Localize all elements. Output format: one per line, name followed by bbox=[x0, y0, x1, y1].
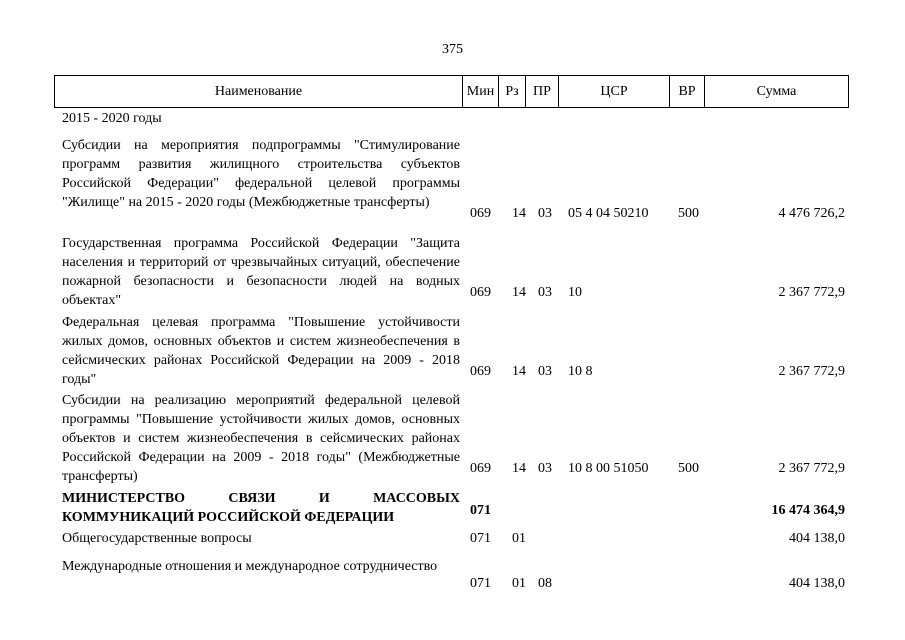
row-name: МИНИСТЕРСТВО СВЯЗИ И МАССОВЫХ КОММУНИКАЦИЙ РОССИЙСКОЙ ФЕДЕРАЦИИ bbox=[62, 491, 460, 525]
row-name: Государственная программа Российской Федерации "Защита населения и территорий от чрезвычайных ситуаций, обеспечение пожарной безопасности и безопасности людей на водных объектах" bbox=[62, 236, 460, 308]
row-min: 069 bbox=[470, 206, 491, 221]
row-sum: 404 138,0 bbox=[789, 576, 845, 591]
row-sum: 4 476 726,2 bbox=[778, 206, 845, 221]
row-min: 071 bbox=[470, 576, 491, 591]
row-rz: 14 bbox=[512, 461, 526, 476]
page-number: 375 bbox=[442, 42, 463, 57]
row-pr: 03 bbox=[538, 285, 552, 300]
row-rz: 14 bbox=[512, 206, 526, 221]
row-name: Субсидии на мероприятия подпрограммы "Стимулирование программ развития жилищного строительства субъектов Российской Федерации" федеральной целевой программы "Жилище" на 2015 - 2020 годы (Межбюджетные трансферты) bbox=[62, 138, 460, 210]
row-sum: 2 367 772,9 bbox=[778, 364, 845, 379]
row-pr: 03 bbox=[538, 206, 552, 221]
header-sum: Сумма bbox=[756, 84, 797, 99]
row-vr: 500 bbox=[678, 206, 699, 221]
row-min: 069 bbox=[470, 285, 491, 300]
row-pr: 03 bbox=[538, 364, 552, 379]
row-min: 069 bbox=[470, 364, 491, 379]
row-name: Субсидии на реализацию мероприятий федеральной целевой программы "Повышение устойчивости жилых домов, основных объектов и систем жизнеобеспечения в сейсмических районах Российской Федерации на 2009 - 2018 годы" (Межбюджетные трансферты) bbox=[62, 393, 460, 484]
row-rz: 01 bbox=[512, 576, 526, 591]
row-min: 071 bbox=[470, 531, 491, 546]
row-name: Федеральная целевая программа "Повышение устойчивости жилых домов, основных объектов и систем жизнеобеспечения в сейсмических районах Российской Федерации на 2009 - 2018 годы" bbox=[62, 315, 460, 387]
continuation-line: 2015 - 2020 годы bbox=[62, 111, 162, 126]
table-header bbox=[54, 75, 849, 108]
row-pr: 08 bbox=[538, 576, 552, 591]
row-name: Международные отношения и международное сотрудничество bbox=[62, 559, 438, 574]
row-rz: 01 bbox=[512, 531, 526, 546]
row-csr: 10 8 bbox=[568, 364, 593, 379]
row-csr: 05 4 04 50210 bbox=[568, 206, 649, 221]
row-sum: 2 367 772,9 bbox=[778, 285, 845, 300]
row-name: Общегосударственные вопросы bbox=[62, 531, 252, 546]
row-csr: 10 8 00 51050 bbox=[568, 461, 649, 476]
row-sum: 404 138,0 bbox=[789, 531, 845, 546]
header-csr: ЦСР bbox=[559, 76, 670, 107]
row-rz: 14 bbox=[512, 285, 526, 300]
header-vr: ВР bbox=[670, 76, 705, 107]
row-sum: 16 474 364,9 bbox=[771, 503, 845, 518]
row-csr: 10 bbox=[568, 285, 582, 300]
row-min: 069 bbox=[470, 461, 491, 476]
header-name: Наименование bbox=[55, 76, 463, 107]
row-vr: 500 bbox=[678, 461, 699, 476]
row-rz: 14 bbox=[512, 364, 526, 379]
header-rz: Рз bbox=[499, 76, 526, 107]
row-pr: 03 bbox=[538, 461, 552, 476]
row-sum: 2 367 772,9 bbox=[778, 461, 845, 476]
header-min: Мин bbox=[463, 76, 499, 107]
header-pr: ПР bbox=[526, 76, 559, 107]
row-min: 071 bbox=[470, 503, 491, 518]
